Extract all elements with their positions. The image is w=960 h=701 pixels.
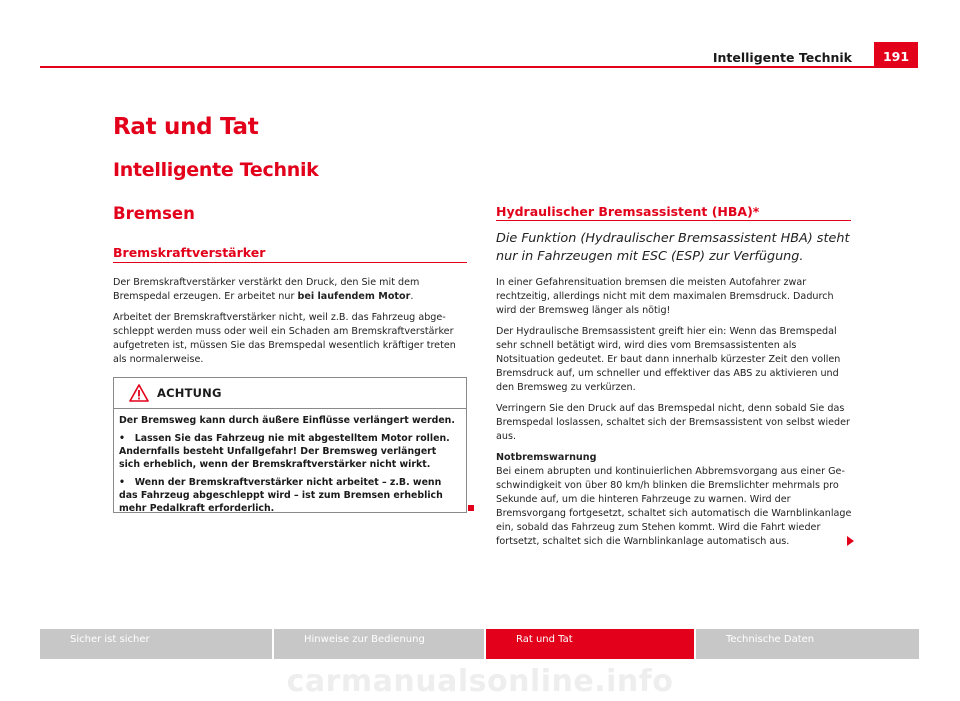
paragraph — [113, 276, 467, 304]
left-body — [113, 276, 467, 374]
header-rule — [40, 66, 918, 68]
warning-bullet-text: Wenn der Bremskraftverstärker nicht arbeitet – z.B. wenn das Fahrzeug abgeschleppt wird – ist zum Bremsen erheblich mehr Pedalkraft erforderlich. — [119, 477, 443, 514]
continue-arrow-icon — [847, 536, 854, 546]
page-number: 191 — [874, 42, 918, 68]
paragraph-text: . — [410, 291, 414, 302]
paragraph: Verringern Sie den Druck auf das Bremspedal nicht, denn sobald Sie das Bremspedal loslassen, schaltet sich der Bremsassistent von selbst wieder aus. — [496, 403, 850, 442]
footer-tab-rat-und-tat[interactable]: Rat und Tat — [484, 629, 694, 659]
footer-tab-sicher[interactable]: Sicher ist sicher — [40, 629, 272, 659]
warning-bullet: • Lassen Sie das Fahrzeug nie mit abgestelltem Motor rollen. Andernfalls besteht Unfallgefahr! Der Bremsweg verlängert sich erheblich, wenn der Bremskraftverstärker nicht wirkt. — [119, 433, 450, 470]
warning-bullet-text: Lassen Sie das Fahrzeug nie mit abgestelltem Motor rollen. Andernfalls besteht Unfallgefahr! Der Bremsweg verlängert sich erheblich, wenn der Bremskraftverstärker nicht wirkt. — [119, 433, 450, 470]
watermark: carmanualsonline.info — [286, 664, 674, 699]
chapter-heading: Rat und Tat — [113, 114, 259, 140]
right-intro: Die Funktion (Hydraulischer Bremsassistent HBA) steht nur in Fahrzeugen mit ESC (ESP) zur Verfügung. — [496, 231, 850, 264]
section-heading: Intelligente Technik — [113, 159, 319, 181]
warning-line: Der Bremsweg kann durch äußere Einflüsse verlängert werden. — [119, 415, 455, 426]
warning-header — [114, 378, 466, 409]
footer-tab-hinweise[interactable]: Hinweise zur Bedienung — [272, 629, 484, 659]
running-header-title: Intelligente Technik — [712, 50, 852, 65]
paragraph: Arbeitet der Bremskraftverstärker nicht, weil z.B. das Fahrzeug abgeschleppt werden muss oder weil ein Schaden am Bremskraftverstärker aufgetreten ist, müssen Sie das Bremspedal wesentlich kräftiger treten als normalerweise. — [113, 312, 456, 365]
warning-triangle-icon — [129, 384, 149, 402]
warning-body — [114, 409, 466, 515]
paragraph-emphasis: bei laufendem Motor — [297, 291, 411, 302]
footer-nav — [40, 629, 919, 659]
paragraph: In einer Gefahrensituation bremsen die meisten Autofahrer zwar rechtzeitig, allerdings nicht mit dem maximalen Bremsdruck. Dadurch wird der Bremsweg länger als nötig! — [496, 277, 834, 316]
paragraph: Bei einem abrupten und kontinuierlichen Abbremsvorgang aus einer Geschwindigkeit von über 80 km/h blinken die Bremslichter mehrmals pro Sekunde auf, um die hinteren Fahrzeuge zu warnen. Wird der Bremsvorgang fortgesetzt, schaltet sich automatisch die Warnblinkanlage ein, sobald das Fahrzeug zum Stehen kommt. Wird die Fahrt wieder fortsetzt, schaltet sich die Warnblinkanlage automatisch aus. — [496, 466, 852, 547]
right-heading: Hydraulischer Bremsassistent (HBA)* — [496, 204, 760, 219]
right-body — [496, 276, 856, 556]
topic-heading: Bremskraftverstärker — [113, 245, 266, 260]
subsection-heading: Bremsen — [113, 204, 195, 223]
section-end-marker — [468, 505, 474, 511]
right-heading-rule — [496, 220, 851, 221]
warning-title: ACHTUNG — [157, 386, 222, 400]
warning-box — [113, 377, 467, 513]
topic-rule — [113, 262, 467, 263]
warning-bullet: • Wenn der Bremskraftverstärker nicht arbeitet – z.B. wenn das Fahrzeug abgeschleppt wird – ist zum Bremsen erheblich mehr Pedalkraft erforderlich. — [119, 477, 443, 514]
footer-tab-technische-daten[interactable]: Technische Daten — [694, 629, 919, 659]
paragraph-text: Der Bremskraftverstärker verstärkt den Druck, den Sie mit dem Bremspedal erzeugen. Er arbeitet nur — [113, 277, 420, 302]
paragraph: Der Hydraulische Bremsassistent greift hier ein: Wenn das Bremspedal sehr schnell betätigt wird, wird dies vom Bremsassistenten als Notsituation gedeutet. Er baut dann innerhalb kürzester Zeit den vollen Bremsdruck auf, um schneller und effektiver das ABS zu aktivieren und den Bremsweg zu verkürzen. — [496, 326, 841, 393]
subheading: Notbremswarnung — [496, 452, 597, 463]
